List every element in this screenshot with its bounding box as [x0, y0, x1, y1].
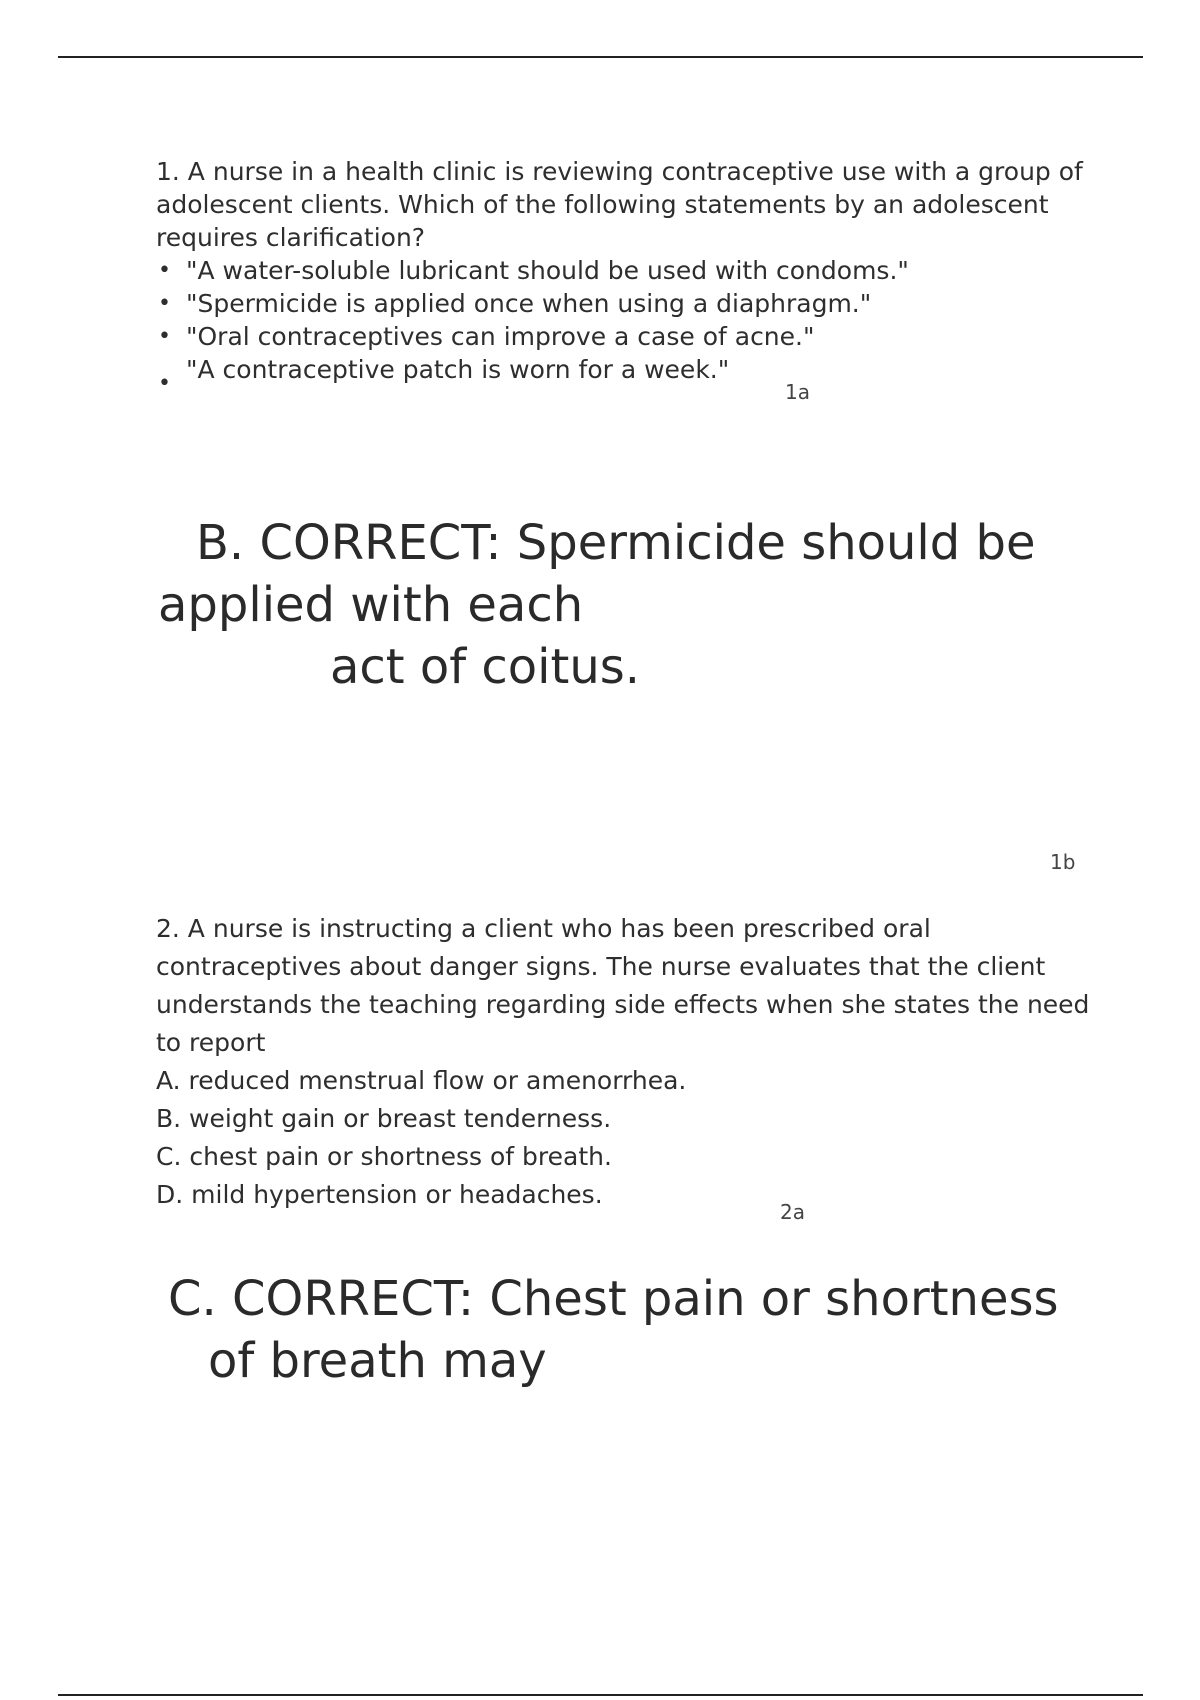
question-1-option: • "Oral contraceptives can improve a case of acne."	[158, 322, 815, 351]
bullet-icon: •	[158, 371, 171, 396]
question-1-option: • "A contraceptive patch is worn for a week."	[156, 353, 1096, 386]
top-rule	[58, 56, 1143, 58]
question-1	[156, 155, 1096, 396]
bottom-rule	[58, 1694, 1143, 1696]
question-1-option: • "Spermicide is applied once when using a diaphragm."	[158, 289, 872, 318]
question-2-option: A. reduced menstrual flow or amenorrhea.	[156, 1066, 687, 1095]
question-2-options	[156, 1062, 1116, 1214]
card-label-2a: 2a	[780, 1200, 805, 1224]
question-2-stem: 2. A nurse is instructing a client who has been prescribed oral contraceptives about danger signs. The nurse evaluates that the client understands the teaching regarding side effects when she states the need to report	[156, 914, 1090, 1057]
card-label-1b: 1b	[1050, 850, 1076, 874]
answer-1-line-3: act of coitus.	[330, 639, 641, 695]
bullet-icon: •	[158, 291, 171, 316]
bullet-icon: •	[158, 324, 171, 349]
question-2-option: D. mild hypertension or headaches.	[156, 1180, 603, 1209]
question-1-stem: 1. A nurse in a health clinic is reviewing contraceptive use with a group of adolescent clients. Which of the following statements by an adolescent requires clarification?	[156, 157, 1083, 252]
card-label-1a: 1a	[785, 380, 810, 404]
answer-1-line-2: applied with each	[158, 577, 584, 633]
bullet-icon: •	[158, 258, 171, 283]
answer-2-line-2: of breath may	[208, 1333, 547, 1389]
answer-1-line-1: B. CORRECT: Spermicide should be	[196, 515, 1036, 571]
question-2-option: C. chest pain or shortness of breath.	[156, 1142, 612, 1171]
question-1-option: • "A water-soluble lubricant should be used with condoms."	[158, 256, 909, 285]
question-2	[156, 910, 1116, 1214]
answer-2-line-1: C. CORRECT: Chest pain or shortness	[168, 1271, 1059, 1327]
question-2-option: B. weight gain or breast tenderness.	[156, 1104, 612, 1133]
